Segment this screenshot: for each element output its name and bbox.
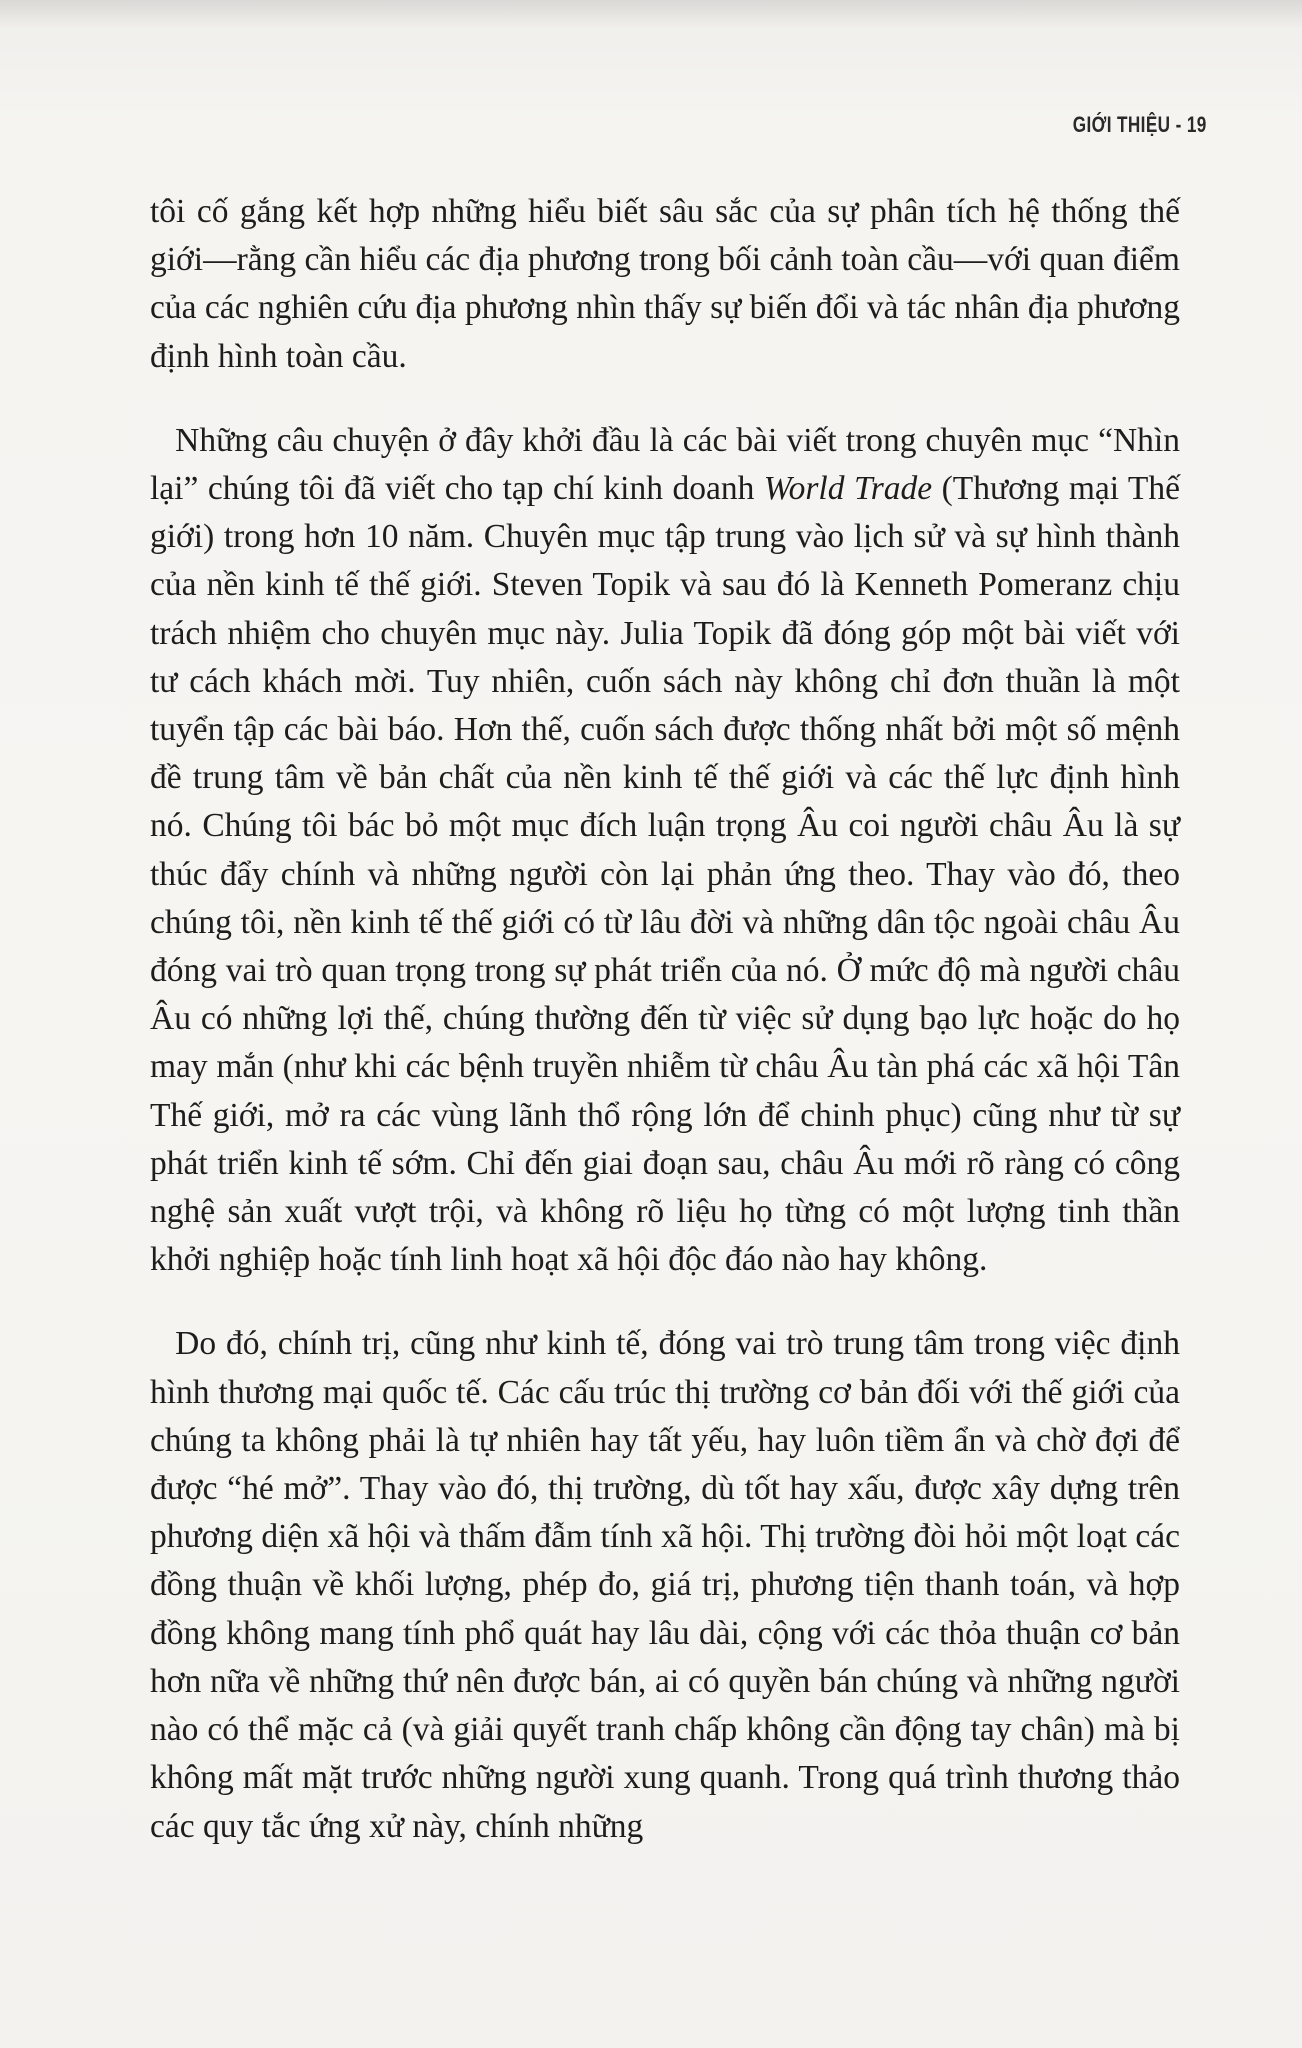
italic-title: World Trade [763, 470, 933, 508]
paragraph-3-text: Do đó, chính trị, cũng như kinh tế, đóng vai trò trung tâm trong việc định hình thương mại quốc tế. Các cấu trúc thị trường cơ bản đối với thế giới của chúng ta không phải là tự nhiên hay tất yếu, hay luôn tiềm ẩn và chờ đợi để được “hé mở”. Thay vào đó, thị trường, dù tốt hay xấu, được xây dựng trên phương diện xã hội và thấm đẫm tính xã hội. Thị trường đòi hỏi một loạt các đồng thuận về khối lượng, phép đo, giá trị, phương tiện thanh toán, và hợp đồng không mang tính phổ quát hay lâu dài, cộng với các thỏa thuận cơ bản hơn nữa về những thứ nên được bán, ai có quyền bán chúng và những người nào có thể mặc cả (và giải quyết tranh chấp không cần động tay chân) mà bị không mất mặt trước những người xung quanh. Trong quá trình thương thảo các quy tắc ứng xử này, chính những [150, 1325, 1180, 1845]
paragraph-1-text: tôi cố gắng kết hợp những hiểu biết sâu sắc của sự phân tích hệ thống thế giới—rằng cần hiểu các địa phương trong bối cảnh toàn cầu—với quan điểm của các nghiên cứu địa phương nhìn thấy sự biến đổi và tác nhân địa phương định hình toàn cầu. [150, 193, 1180, 375]
paragraph [150, 417, 1180, 1285]
running-head: GIỚI THIỆU - 19 [1073, 112, 1207, 137]
paragraph-2-text-a: Những câu chuyện ở đây khởi đầu là các bài viết trong chuyên mục “Nhìn lại” chúng tôi đã viết cho tạp chí kinh doanh [150, 421, 1180, 508]
paragraph-2-text-b: (Thương mại Thế giới) trong hơn 10 năm. Chuyên mục tập trung vào lịch sử và sự hình thành của nền kinh tế thế giới. Steven Topik và sau đó là Kenneth Pomeranz chịu trách nhiệm cho chuyên mục này. Julia Topik đã đóng góp một bài viết với tư cách khách mời. Tuy nhiên, cuốn sách này không chỉ đơn thuần là một tuyển tập các bài báo. Hơn thế, cuốn sách được thống nhất bởi một số mệnh đề trung tâm về bản chất của nền kinh tế thế giới và các thế lực định hình nó. Chúng tôi bác bỏ một mục đích luận trọng Âu coi người châu Âu là sự thúc đẩy chính và những người còn lại phản ứng theo. Thay vào đó, theo chúng tôi, nền kinh tế thế giới có từ lâu đời và những dân tộc ngoài châu Âu đóng vai trò quan trọng trong sự phát triển của nó. Ở mức độ mà người châu Âu có những lợi thế, chúng thường đến từ việc sử dụng bạo lực hoặc do họ may mắn (như khi các bệnh truyền nhiễm từ châu Âu tàn phá các xã hội Tân Thế giới, mở ra các vùng lãnh thổ rộng lớn để chinh phục) cũng như từ sự phát triển kinh tế sớm. Chỉ đến giai đoạn sau, châu Âu mới rõ ràng có công nghệ sản xuất vượt trội, và không rõ liệu họ từng có một lượng tinh thần khởi nghiệp hoặc tính linh hoạt xã hội độc đáo nào hay không. [150, 470, 1181, 1279]
paragraph-gap [150, 1284, 1180, 1320]
paragraph-gap [150, 381, 1180, 417]
page-edge-shadow [0, 0, 1302, 28]
body-text [150, 188, 1180, 1851]
paragraph-continuation [150, 188, 1180, 381]
paragraph [150, 1320, 1180, 1850]
